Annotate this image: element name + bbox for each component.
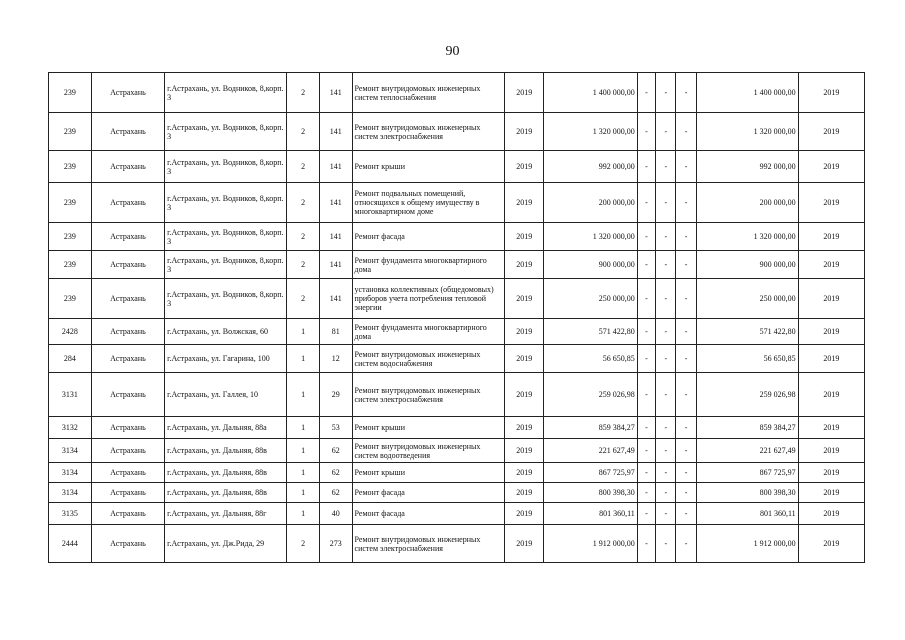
completion-year-cell: 2019: [798, 483, 864, 503]
dash-cell-3: -: [676, 345, 696, 373]
work-type-cell: Ремонт фасада: [352, 483, 505, 503]
work-type-cell: Ремонт крыши: [352, 463, 505, 483]
work-type-cell: Ремонт подвальных помещений, относящихся к общему имуществу в многоквартирном доме: [352, 183, 505, 223]
city-cell: Астрахань: [91, 113, 164, 151]
repair-registry-table: [48, 72, 865, 563]
dash-cell-3: -: [676, 183, 696, 223]
object-id-cell: 239: [49, 151, 92, 183]
address-cell: г.Астрахань, ул. Дальняя, 88в: [165, 439, 287, 463]
floors-cell: 1: [287, 503, 320, 525]
apartments-cell: 141: [319, 279, 352, 319]
dash-cell-1: -: [637, 183, 655, 223]
dash-cell-3: -: [676, 73, 696, 113]
work-type-cell: установка коллективных (общедомовых) приборов учета потребления тепловой энергии: [352, 279, 505, 319]
dash-cell-3: -: [676, 113, 696, 151]
work-type-cell: Ремонт крыши: [352, 417, 505, 439]
floors-cell: 1: [287, 373, 320, 417]
total-cost-cell: 56 650,85: [696, 345, 798, 373]
total-cost-cell: 800 398,30: [696, 483, 798, 503]
address-cell: г.Астрахань, ул. Дальняя, 88в: [165, 483, 287, 503]
dash-cell-3: -: [676, 279, 696, 319]
dash-cell-3: -: [676, 151, 696, 183]
year-cell: 2019: [505, 183, 544, 223]
dash-cell-3: -: [676, 417, 696, 439]
year-cell: 2019: [505, 463, 544, 483]
apartments-cell: 141: [319, 251, 352, 279]
address-cell: г.Астрахань, ул. Волжская, 60: [165, 319, 287, 345]
apartments-cell: 81: [319, 319, 352, 345]
completion-year-cell: 2019: [798, 223, 864, 251]
table-row: [49, 345, 865, 373]
dash-cell-3: -: [676, 223, 696, 251]
total-cost-cell: 859 384,27: [696, 417, 798, 439]
object-id-cell: 284: [49, 345, 92, 373]
dash-cell-1: -: [637, 439, 655, 463]
completion-year-cell: 2019: [798, 417, 864, 439]
dash-cell-3: -: [676, 319, 696, 345]
object-id-cell: 3134: [49, 483, 92, 503]
floors-cell: 2: [287, 73, 320, 113]
apartments-cell: 29: [319, 373, 352, 417]
completion-year-cell: 2019: [798, 373, 864, 417]
dash-cell-1: -: [637, 503, 655, 525]
city-cell: Астрахань: [91, 223, 164, 251]
completion-year-cell: 2019: [798, 463, 864, 483]
address-cell: г.Астрахань, ул. Гагарина, 100: [165, 345, 287, 373]
year-cell: 2019: [505, 73, 544, 113]
floors-cell: 1: [287, 463, 320, 483]
floors-cell: 2: [287, 223, 320, 251]
object-id-cell: 2444: [49, 525, 92, 563]
completion-year-cell: 2019: [798, 319, 864, 345]
work-type-cell: Ремонт внутридомовых инженерных систем электроснабжения: [352, 113, 505, 151]
work-type-cell: Ремонт внутридомовых инженерных систем водоснабжения: [352, 345, 505, 373]
dash-cell-1: -: [637, 279, 655, 319]
total-cost-cell: 1 320 000,00: [696, 113, 798, 151]
table-row: [49, 463, 865, 483]
floors-cell: 1: [287, 439, 320, 463]
table-row: [49, 151, 865, 183]
dash-cell-1: -: [637, 373, 655, 417]
address-cell: г.Астрахань, ул. Дальняя, 88а: [165, 417, 287, 439]
cost-cell: 200 000,00: [544, 183, 638, 223]
work-type-cell: Ремонт внутридомовых инженерных систем теплоснабжения: [352, 73, 505, 113]
apartments-cell: 40: [319, 503, 352, 525]
dash-cell-1: -: [637, 345, 655, 373]
address-cell: г.Астрахань, ул. Водников, 8,корп. 3: [165, 151, 287, 183]
table-row: [49, 251, 865, 279]
table-row: [49, 503, 865, 525]
dash-cell-2: -: [656, 373, 676, 417]
total-cost-cell: 867 725,97: [696, 463, 798, 483]
completion-year-cell: 2019: [798, 345, 864, 373]
total-cost-cell: 992 000,00: [696, 151, 798, 183]
cost-cell: 56 650,85: [544, 345, 638, 373]
floors-cell: 1: [287, 483, 320, 503]
dash-cell-1: -: [637, 113, 655, 151]
table-row: [49, 439, 865, 463]
cost-cell: 1 912 000,00: [544, 525, 638, 563]
dash-cell-3: -: [676, 251, 696, 279]
cost-cell: 1 320 000,00: [544, 113, 638, 151]
city-cell: Астрахань: [91, 503, 164, 525]
city-cell: Астрахань: [91, 151, 164, 183]
work-type-cell: Ремонт фасада: [352, 223, 505, 251]
total-cost-cell: 221 627,49: [696, 439, 798, 463]
dash-cell-3: -: [676, 373, 696, 417]
year-cell: 2019: [505, 251, 544, 279]
apartments-cell: 12: [319, 345, 352, 373]
object-id-cell: 239: [49, 183, 92, 223]
floors-cell: 2: [287, 279, 320, 319]
work-type-cell: Ремонт внутридомовых инженерных систем электроснабжения: [352, 373, 505, 417]
dash-cell-1: -: [637, 525, 655, 563]
dash-cell-2: -: [656, 525, 676, 563]
dash-cell-2: -: [656, 483, 676, 503]
floors-cell: 2: [287, 525, 320, 563]
floors-cell: 1: [287, 345, 320, 373]
dash-cell-3: -: [676, 439, 696, 463]
completion-year-cell: 2019: [798, 525, 864, 563]
completion-year-cell: 2019: [798, 503, 864, 525]
year-cell: 2019: [505, 345, 544, 373]
table-row: [49, 483, 865, 503]
apartments-cell: 53: [319, 417, 352, 439]
total-cost-cell: 200 000,00: [696, 183, 798, 223]
year-cell: 2019: [505, 439, 544, 463]
object-id-cell: 239: [49, 251, 92, 279]
city-cell: Астрахань: [91, 251, 164, 279]
dash-cell-2: -: [656, 319, 676, 345]
work-type-cell: Ремонт внутридомовых инженерных систем электроснабжения: [352, 525, 505, 563]
object-id-cell: 239: [49, 73, 92, 113]
dash-cell-3: -: [676, 483, 696, 503]
object-id-cell: 3134: [49, 463, 92, 483]
cost-cell: 859 384,27: [544, 417, 638, 439]
address-cell: г.Астрахань, ул. Водников, 8,корп. 3: [165, 279, 287, 319]
dash-cell-2: -: [656, 73, 676, 113]
cost-cell: 992 000,00: [544, 151, 638, 183]
city-cell: Астрахань: [91, 279, 164, 319]
total-cost-cell: 1 400 000,00: [696, 73, 798, 113]
dash-cell-1: -: [637, 223, 655, 251]
floors-cell: 1: [287, 319, 320, 345]
cost-cell: 1 400 000,00: [544, 73, 638, 113]
dash-cell-2: -: [656, 503, 676, 525]
table-row: [49, 525, 865, 563]
cost-cell: 801 360,11: [544, 503, 638, 525]
object-id-cell: 2428: [49, 319, 92, 345]
city-cell: Астрахань: [91, 439, 164, 463]
apartments-cell: 62: [319, 439, 352, 463]
total-cost-cell: 571 422,80: [696, 319, 798, 345]
address-cell: г.Астрахань, ул. Водников, 8,корп. 3: [165, 113, 287, 151]
dash-cell-3: -: [676, 463, 696, 483]
dash-cell-1: -: [637, 463, 655, 483]
dash-cell-1: -: [637, 151, 655, 183]
dash-cell-2: -: [656, 439, 676, 463]
cost-cell: 900 000,00: [544, 251, 638, 279]
object-id-cell: 239: [49, 223, 92, 251]
dash-cell-2: -: [656, 251, 676, 279]
year-cell: 2019: [505, 223, 544, 251]
cost-cell: 867 725,97: [544, 463, 638, 483]
dash-cell-3: -: [676, 503, 696, 525]
year-cell: 2019: [505, 319, 544, 345]
completion-year-cell: 2019: [798, 73, 864, 113]
year-cell: 2019: [505, 417, 544, 439]
apartments-cell: 141: [319, 183, 352, 223]
cost-cell: 571 422,80: [544, 319, 638, 345]
year-cell: 2019: [505, 503, 544, 525]
city-cell: Астрахань: [91, 319, 164, 345]
cost-cell: 800 398,30: [544, 483, 638, 503]
total-cost-cell: 1 320 000,00: [696, 223, 798, 251]
total-cost-cell: 259 026,98: [696, 373, 798, 417]
address-cell: г.Астрахань, ул. Водников, 8,корп. 3: [165, 183, 287, 223]
dash-cell-2: -: [656, 113, 676, 151]
dash-cell-1: -: [637, 73, 655, 113]
apartments-cell: 141: [319, 113, 352, 151]
year-cell: 2019: [505, 525, 544, 563]
work-type-cell: Ремонт фундамента многоквартирного дома: [352, 251, 505, 279]
work-type-cell: Ремонт фундамента многоквартирного дома: [352, 319, 505, 345]
cost-cell: 250 000,00: [544, 279, 638, 319]
dash-cell-3: -: [676, 525, 696, 563]
apartments-cell: 141: [319, 73, 352, 113]
dash-cell-2: -: [656, 183, 676, 223]
table-row: [49, 319, 865, 345]
object-id-cell: 3131: [49, 373, 92, 417]
address-cell: г.Астрахань, ул. Водников, 8,корп. 3: [165, 251, 287, 279]
dash-cell-1: -: [637, 483, 655, 503]
total-cost-cell: 801 360,11: [696, 503, 798, 525]
dash-cell-1: -: [637, 319, 655, 345]
work-type-cell: Ремонт внутридомовых инженерных систем водоотведения: [352, 439, 505, 463]
table-row: [49, 279, 865, 319]
dash-cell-2: -: [656, 463, 676, 483]
completion-year-cell: 2019: [798, 183, 864, 223]
city-cell: Астрахань: [91, 463, 164, 483]
year-cell: 2019: [505, 373, 544, 417]
object-id-cell: 3132: [49, 417, 92, 439]
completion-year-cell: 2019: [798, 279, 864, 319]
floors-cell: 1: [287, 417, 320, 439]
floors-cell: 2: [287, 113, 320, 151]
city-cell: Астрахань: [91, 183, 164, 223]
total-cost-cell: 1 912 000,00: [696, 525, 798, 563]
floors-cell: 2: [287, 251, 320, 279]
city-cell: Астрахань: [91, 417, 164, 439]
total-cost-cell: 900 000,00: [696, 251, 798, 279]
apartments-cell: 62: [319, 463, 352, 483]
cost-cell: 221 627,49: [544, 439, 638, 463]
completion-year-cell: 2019: [798, 151, 864, 183]
address-cell: г.Астрахань, ул. Дальняя, 88г: [165, 503, 287, 525]
city-cell: Астрахань: [91, 373, 164, 417]
city-cell: Астрахань: [91, 483, 164, 503]
total-cost-cell: 250 000,00: [696, 279, 798, 319]
year-cell: 2019: [505, 151, 544, 183]
year-cell: 2019: [505, 279, 544, 319]
table-row: [49, 223, 865, 251]
completion-year-cell: 2019: [798, 439, 864, 463]
floors-cell: 2: [287, 151, 320, 183]
year-cell: 2019: [505, 483, 544, 503]
dash-cell-2: -: [656, 223, 676, 251]
dash-cell-2: -: [656, 345, 676, 373]
completion-year-cell: 2019: [798, 251, 864, 279]
dash-cell-1: -: [637, 417, 655, 439]
city-cell: Астрахань: [91, 73, 164, 113]
address-cell: г.Астрахань, ул. Галлея, 10: [165, 373, 287, 417]
apartments-cell: 62: [319, 483, 352, 503]
object-id-cell: 3135: [49, 503, 92, 525]
dash-cell-2: -: [656, 417, 676, 439]
table-row: [49, 373, 865, 417]
city-cell: Астрахань: [91, 345, 164, 373]
table-row: [49, 73, 865, 113]
completion-year-cell: 2019: [798, 113, 864, 151]
dash-cell-1: -: [637, 251, 655, 279]
city-cell: Астрахань: [91, 525, 164, 563]
dash-cell-2: -: [656, 151, 676, 183]
floors-cell: 2: [287, 183, 320, 223]
object-id-cell: 239: [49, 113, 92, 151]
page-number: 90: [445, 44, 460, 59]
dash-cell-2: -: [656, 279, 676, 319]
year-cell: 2019: [505, 113, 544, 151]
address-cell: г.Астрахань, ул. Водников, 8,корп. 3: [165, 223, 287, 251]
work-type-cell: Ремонт крыши: [352, 151, 505, 183]
object-id-cell: 3134: [49, 439, 92, 463]
apartments-cell: 141: [319, 223, 352, 251]
cost-cell: 259 026,98: [544, 373, 638, 417]
apartments-cell: 141: [319, 151, 352, 183]
work-type-cell: Ремонт фасада: [352, 503, 505, 525]
address-cell: г.Астрахань, ул. Водников, 8,корп. 3: [165, 73, 287, 113]
table-row: [49, 183, 865, 223]
object-id-cell: 239: [49, 279, 92, 319]
table-row: [49, 417, 865, 439]
address-cell: г.Астрахань, ул. Дальняя, 88в: [165, 463, 287, 483]
cost-cell: 1 320 000,00: [544, 223, 638, 251]
address-cell: г.Астрахань, ул. Дж.Рида, 29: [165, 525, 287, 563]
table-row: [49, 113, 865, 151]
apartments-cell: 273: [319, 525, 352, 563]
